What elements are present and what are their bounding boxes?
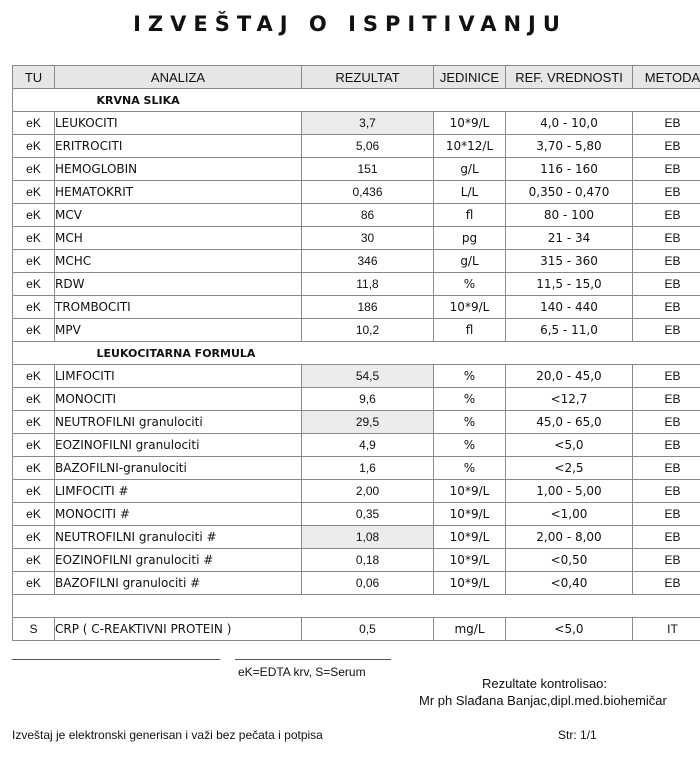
table-row: [13, 434, 700, 457]
cell-reference-range: 0,350 - 0,470: [506, 181, 633, 204]
cell-tu: eK: [13, 250, 55, 273]
cell-unit: mg/L: [434, 618, 506, 641]
cell-result: 186: [302, 296, 434, 319]
signature-line-right: [235, 659, 391, 660]
cell-analysis-name: EOZINOFILNI granulociti #: [55, 549, 302, 572]
cell-analysis-name: MCH: [55, 227, 302, 250]
cell-unit: pg: [434, 227, 506, 250]
cell-unit: %: [434, 273, 506, 296]
cell-unit: 10*9/L: [434, 526, 506, 549]
column-header-rezultat: REZULTAT: [302, 66, 434, 89]
cell-method: IT: [633, 618, 700, 641]
table-row: [13, 227, 700, 250]
cell-method: EB: [633, 158, 700, 181]
cell-reference-range: <12,7: [506, 388, 633, 411]
column-header-metoda: METODA: [633, 66, 700, 89]
column-header-tu: TU: [13, 66, 55, 89]
cell-tu: eK: [13, 480, 55, 503]
table-row: [13, 135, 700, 158]
cell-tu: eK: [13, 457, 55, 480]
cell-tu: eK: [13, 296, 55, 319]
table-row: [13, 204, 700, 227]
cell-reference-range: 11,5 - 15,0: [506, 273, 633, 296]
cell-reference-range: 140 - 440: [506, 296, 633, 319]
cell-unit: 10*12/L: [434, 135, 506, 158]
cell-analysis-name: HEMATOKRIT: [55, 181, 302, 204]
cell-reference-range: 4,0 - 10,0: [506, 112, 633, 135]
cell-method: EB: [633, 112, 700, 135]
cell-result: 11,8: [302, 273, 434, 296]
cell-tu: eK: [13, 227, 55, 250]
cell-result: 0,06: [302, 572, 434, 595]
table-row: [13, 365, 700, 388]
footer-note: Izveštaj je elektronski generisan i važi bez pečata i potpisa: [12, 728, 323, 742]
cell-result: 9,6: [302, 388, 434, 411]
cell-method: EB: [633, 296, 700, 319]
cell-unit: %: [434, 434, 506, 457]
table-row: [13, 250, 700, 273]
cell-method: EB: [633, 572, 700, 595]
specimen-legend: eK=EDTA krv, S=Serum: [238, 665, 366, 679]
cell-analysis-name: MONOCITI: [55, 388, 302, 411]
cell-method: EB: [633, 250, 700, 273]
cell-reference-range: 1,00 - 5,00: [506, 480, 633, 503]
cell-unit: 10*9/L: [434, 112, 506, 135]
cell-method: EB: [633, 480, 700, 503]
cell-tu: eK: [13, 388, 55, 411]
cell-method: EB: [633, 204, 700, 227]
cell-reference-range: 116 - 160: [506, 158, 633, 181]
cell-analysis-name: RDW: [55, 273, 302, 296]
section-label: KRVNA SLIKA: [55, 89, 700, 112]
section-label: LEUKOCITARNA FORMULA: [55, 342, 700, 365]
controlled-by-label: Rezultate kontrolisao:: [482, 676, 608, 691]
cell-method: EB: [633, 434, 700, 457]
cell-unit: L/L: [434, 181, 506, 204]
cell-method: EB: [633, 227, 700, 250]
table-row: [13, 388, 700, 411]
signature-line-left: [12, 659, 220, 660]
column-header-analiza: ANALIZA: [55, 66, 302, 89]
cell-unit: g/L: [434, 250, 506, 273]
table-row: [13, 411, 700, 434]
cell-reference-range: 21 - 34: [506, 227, 633, 250]
table-row: [13, 618, 700, 641]
cell-method: EB: [633, 457, 700, 480]
cell-result: 30: [302, 227, 434, 250]
cell-method: EB: [633, 273, 700, 296]
table-row: [13, 549, 700, 572]
table-row: [13, 457, 700, 480]
cell-reference-range: <5,0: [506, 618, 633, 641]
cell-unit: %: [434, 411, 506, 434]
cell-unit: 10*9/L: [434, 503, 506, 526]
cell-method: EB: [633, 319, 700, 342]
cell-reference-range: <5,0: [506, 434, 633, 457]
cell-unit: g/L: [434, 158, 506, 181]
cell-result: 151: [302, 158, 434, 181]
cell-reference-range: <0,40: [506, 572, 633, 595]
cell-unit: 10*9/L: [434, 296, 506, 319]
cell-analysis-name: BAZOFILNI-granulociti: [55, 457, 302, 480]
cell-unit: fl: [434, 319, 506, 342]
cell-method: EB: [633, 365, 700, 388]
section-row: [13, 342, 700, 365]
cell-unit: %: [434, 457, 506, 480]
table-row: [13, 296, 700, 319]
controlled-by-name: Mr ph Slađana Banjac,dipl.med.biohemičar: [419, 693, 667, 708]
cell-analysis-name: BAZOFILNI granulociti #: [55, 572, 302, 595]
table-row: [13, 273, 700, 296]
cell-reference-range: 80 - 100: [506, 204, 633, 227]
cell-result: 29,5: [302, 411, 434, 434]
cell-tu: eK: [13, 112, 55, 135]
report-title: IZVEŠTAJ O ISPITIVANJU: [133, 12, 567, 36]
column-header-ref-vrednosti: REF. VREDNOSTI: [506, 66, 633, 89]
cell-analysis-name: LIMFOCITI #: [55, 480, 302, 503]
table-row: [13, 572, 700, 595]
cell-tu: eK: [13, 572, 55, 595]
cell-reference-range: 20,0 - 45,0: [506, 365, 633, 388]
cell-tu: eK: [13, 158, 55, 181]
cell-analysis-name: TROMBOCITI: [55, 296, 302, 319]
cell-tu: eK: [13, 204, 55, 227]
cell-result: 1,6: [302, 457, 434, 480]
cell-tu: S: [13, 618, 55, 641]
cell-result: 5,06: [302, 135, 434, 158]
cell-tu: eK: [13, 319, 55, 342]
cell-result: 10,2: [302, 319, 434, 342]
cell-reference-range: 45,0 - 65,0: [506, 411, 633, 434]
cell-analysis-name: LEUKOCITI: [55, 112, 302, 135]
cell-reference-range: 315 - 360: [506, 250, 633, 273]
cell-analysis-name: MONOCITI #: [55, 503, 302, 526]
cell-unit: 10*9/L: [434, 572, 506, 595]
cell-analysis-name: HEMOGLOBIN: [55, 158, 302, 181]
cell-analysis-name: MCV: [55, 204, 302, 227]
results-table: [12, 65, 700, 641]
cell-tu: eK: [13, 273, 55, 296]
cell-reference-range: 3,70 - 5,80: [506, 135, 633, 158]
cell-tu: eK: [13, 181, 55, 204]
cell-result: 346: [302, 250, 434, 273]
cell-result: 0,35: [302, 503, 434, 526]
table-row: [13, 181, 700, 204]
cell-result: 2,00: [302, 480, 434, 503]
cell-analysis-name: EOZINOFILNI granulociti: [55, 434, 302, 457]
page-number: Str: 1/1: [558, 728, 597, 742]
cell-analysis-name: NEUTROFILNI granulociti #: [55, 526, 302, 549]
cell-result: 4,9: [302, 434, 434, 457]
results-body: [13, 89, 700, 641]
cell-reference-range: 2,00 - 8,00: [506, 526, 633, 549]
cell-tu: eK: [13, 434, 55, 457]
cell-unit: %: [434, 365, 506, 388]
cell-method: EB: [633, 549, 700, 572]
cell-method: EB: [633, 503, 700, 526]
cell-analysis-name: MPV: [55, 319, 302, 342]
cell-reference-range: 6,5 - 11,0: [506, 319, 633, 342]
table-row: [13, 319, 700, 342]
cell-method: EB: [633, 135, 700, 158]
cell-unit: %: [434, 388, 506, 411]
cell-method: EB: [633, 411, 700, 434]
cell-unit: 10*9/L: [434, 549, 506, 572]
cell-result: 54,5: [302, 365, 434, 388]
cell-result: 0,18: [302, 549, 434, 572]
cell-result: 0,436: [302, 181, 434, 204]
cell-unit: 10*9/L: [434, 480, 506, 503]
cell-analysis-name: LIMFOCITI: [55, 365, 302, 388]
cell-method: EB: [633, 526, 700, 549]
cell-tu: eK: [13, 411, 55, 434]
cell-tu: eK: [13, 549, 55, 572]
table-row: [13, 158, 700, 181]
cell-reference-range: <2,5: [506, 457, 633, 480]
spacer-row: [13, 595, 700, 618]
table-row: [13, 480, 700, 503]
cell-reference-range: <0,50: [506, 549, 633, 572]
section-row: [13, 89, 700, 112]
cell-tu: eK: [13, 503, 55, 526]
cell-unit: fl: [434, 204, 506, 227]
cell-tu: eK: [13, 365, 55, 388]
cell-result: 1,08: [302, 526, 434, 549]
cell-result: 3,7: [302, 112, 434, 135]
column-header-jedinice: JEDINICE: [434, 66, 506, 89]
cell-result: 86: [302, 204, 434, 227]
cell-reference-range: <1,00: [506, 503, 633, 526]
table-row: [13, 112, 700, 135]
table-header-row: [13, 66, 700, 89]
cell-analysis-name: ERITROCITI: [55, 135, 302, 158]
cell-method: EB: [633, 181, 700, 204]
cell-analysis-name: MCHC: [55, 250, 302, 273]
cell-tu: eK: [13, 526, 55, 549]
cell-result: 0,5: [302, 618, 434, 641]
cell-analysis-name: NEUTROFILNI granulociti: [55, 411, 302, 434]
table-row: [13, 503, 700, 526]
cell-tu: eK: [13, 135, 55, 158]
table-row: [13, 526, 700, 549]
cell-method: EB: [633, 388, 700, 411]
cell-analysis-name: CRP ( C-REAKTIVNI PROTEIN ): [55, 618, 302, 641]
